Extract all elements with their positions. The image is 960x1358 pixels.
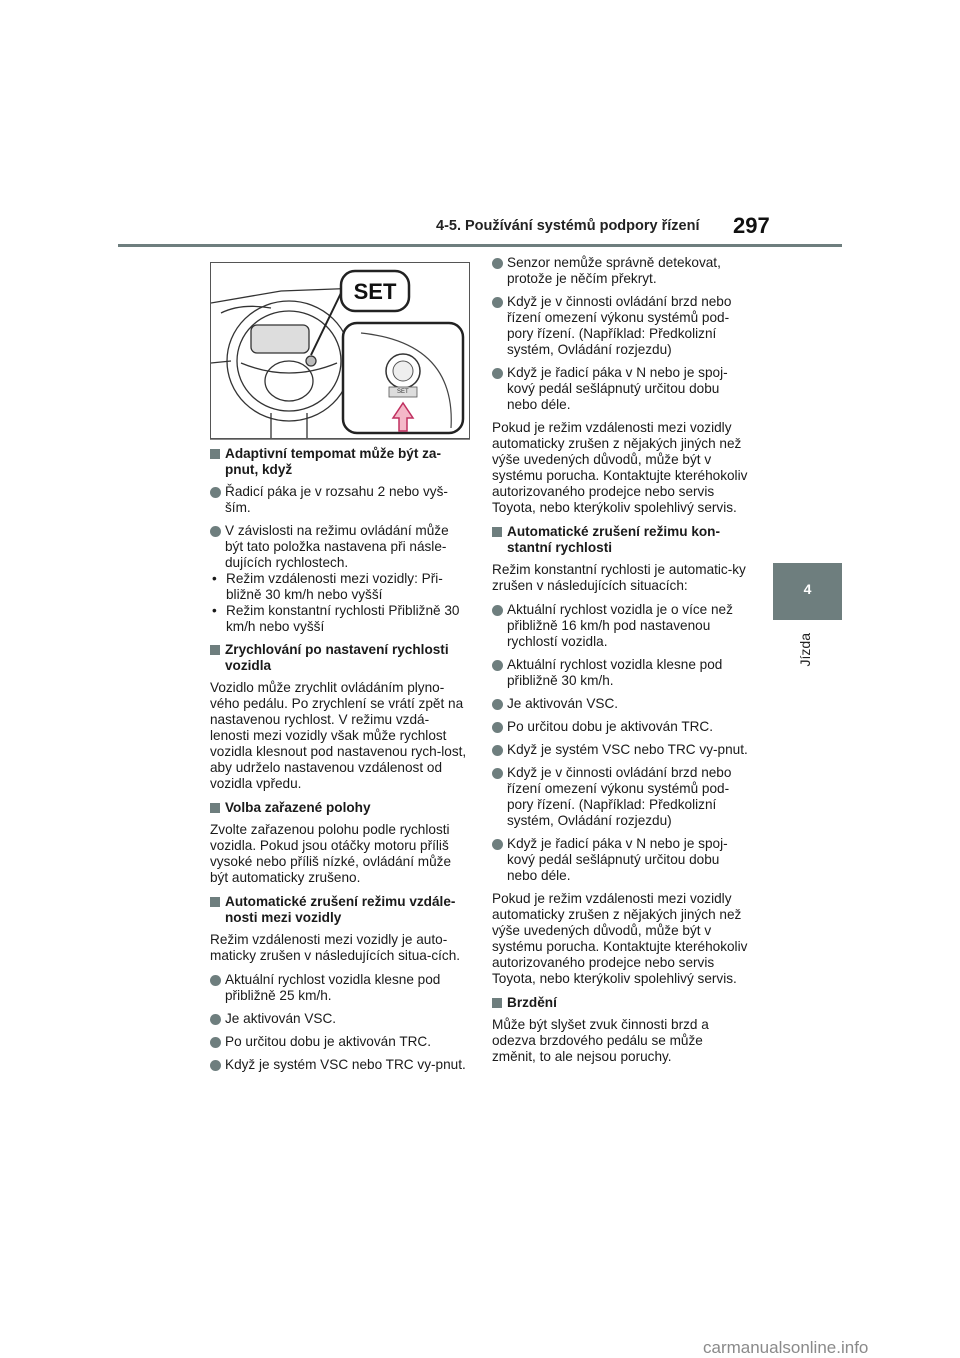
set-button-label: SET bbox=[397, 389, 409, 395]
paragraph: Režim vzdálenosti mezi vozidly je auto-maticky zrušen v následujících situa-cích. bbox=[210, 932, 461, 963]
list-item: Když je v činnosti ovládání brzd nebo řízení omezení výkonu systémů pod-pory řízení. (Například: Předkolizní systém, Ovládání rozjezdu) bbox=[492, 294, 750, 358]
set-callout-label: SET bbox=[353, 279, 397, 304]
list-item: Když je řadicí páka v N nebo je spoj-kový pedál sešlápnutý určitou dobu nebo déle. bbox=[492, 365, 750, 413]
section-heading: Brzdění bbox=[492, 995, 750, 1011]
list-item: Aktuální rychlost vozidla klesne pod přibližně 25 km/h. bbox=[210, 972, 468, 1004]
square-bullet-icon bbox=[210, 803, 220, 813]
sub-list-item: • Režim konstantní rychlosti Přibližně 30 km/h nebo vyšší bbox=[212, 603, 460, 634]
paragraph: Pokud je režim vzdálenosti mezi vozidly automaticky zrušen z nějakých jiných než výše uvedených důvodů, může být v systému porucha. Kontaktujte kteréhokoliv autorizovaného prodejce nebo servis Toyota, nebo kterýkoliv spolehlivý servis. bbox=[492, 420, 748, 515]
square-bullet-icon bbox=[210, 449, 220, 459]
section-heading: Automatické zrušení režimu kon-stantní rychlosti bbox=[492, 524, 750, 556]
section-heading: Adaptivní tempomat může být za-pnut, když bbox=[210, 446, 468, 478]
right-column bbox=[492, 255, 750, 1073]
list-item: Po určitou dobu je aktivován TRC. bbox=[210, 1034, 468, 1050]
paragraph: Režim konstantní rychlosti je automatic-ky zrušen v následujících situacích: bbox=[492, 562, 746, 593]
section-heading: Zrychlování po nastavení rychlosti vozidla bbox=[210, 642, 468, 674]
list-item: Senzor nemůže správně detekovat, protože je něčím překryt. bbox=[492, 255, 750, 287]
list-item: Když je v činnosti ovládání brzd nebo řízení omezení výkonu systémů pod-pory řízení. (Například: Předkolizní systém, Ovládání rozjezdu) bbox=[492, 765, 750, 829]
circle-bullet-icon bbox=[210, 526, 221, 537]
circle-bullet-icon bbox=[492, 839, 503, 850]
square-bullet-icon bbox=[492, 527, 502, 537]
chapter-number: 4 bbox=[803, 581, 812, 597]
list-item: Když je řadicí páka v N nebo je spoj-kový pedál sešlápnutý určitou dobu nebo déle. bbox=[492, 836, 750, 884]
section-title: 4-5. Používání systémů podpory řízení bbox=[436, 218, 700, 234]
paragraph: Pokud je režim vzdálenosti mezi vozidly automaticky zrušen z nějakých jiných než výše uvedených důvodů, může být v systému porucha. Kontaktujte kteréhokoliv autorizovaného prodejce nebo servis Toyota, nebo kterýkoliv spolehlivý servis. bbox=[492, 891, 748, 986]
circle-bullet-icon bbox=[492, 660, 503, 671]
steering-wheel-illustration bbox=[210, 262, 470, 439]
circle-bullet-icon bbox=[492, 297, 503, 308]
figure-rule bbox=[210, 439, 470, 440]
chapter-label: Jízda bbox=[797, 633, 813, 667]
paragraph: Může být slyšet zvuk činnosti brzd a odezva brzdového pedálu se může změnit, to ale nejsou poruchy. bbox=[492, 1017, 709, 1064]
circle-bullet-icon bbox=[210, 1014, 221, 1025]
sub-list bbox=[210, 571, 468, 635]
paragraph: Vozidlo může zrychlit ovládáním plyno-vého pedálu. Po zrychlení se vrátí zpět na nastavenou rychlost. V režimu vzdá-lenosti mezi vozidly však může rychlost vozidla klesnout pod nastavenou rych-lost, aby udrželo nastavenou vzdálenost od vozidla vpředu. bbox=[210, 680, 467, 791]
list-item: Je aktivován VSC. bbox=[210, 1011, 468, 1027]
circle-bullet-icon bbox=[492, 605, 503, 616]
list-item: Po určitou dobu je aktivován TRC. bbox=[492, 719, 750, 735]
watermark: carmanualsonline.info bbox=[703, 1338, 869, 1357]
circle-bullet-icon bbox=[210, 975, 221, 986]
circle-bullet-icon bbox=[210, 1037, 221, 1048]
list-item: Aktuální rychlost vozidla klesne pod přibližně 30 km/h. bbox=[492, 657, 750, 689]
list-item: Když je systém VSC nebo TRC vy-pnut. bbox=[492, 742, 750, 758]
header-rule bbox=[118, 244, 842, 247]
list-item: Řadicí páka je v rozsahu 2 nebo vyš-ším. bbox=[210, 484, 468, 516]
circle-bullet-icon bbox=[210, 487, 221, 498]
circle-bullet-icon bbox=[492, 768, 503, 779]
chapter-tab[interactable] bbox=[773, 563, 842, 620]
circle-bullet-icon bbox=[492, 699, 503, 710]
square-bullet-icon bbox=[210, 645, 220, 655]
circle-bullet-icon bbox=[492, 258, 503, 269]
list-item: Aktuální rychlost vozidla je o více než přibližně 16 km/h pod nastavenou rychlostí vozidla. bbox=[492, 602, 750, 650]
list-item: V závislosti na režimu ovládání může být tato položka nastavena při násle-dujících rychlostech. bbox=[210, 523, 468, 571]
page-number: 297 bbox=[733, 213, 770, 238]
sub-list-item: • Režim vzdálenosti mezi vozidly: Při-bližně 30 km/h nebo vyšší bbox=[212, 571, 443, 602]
left-column bbox=[210, 446, 468, 1080]
list-item: Je aktivován VSC. bbox=[492, 696, 750, 712]
section-heading: Volba zařazené polohy bbox=[210, 800, 468, 816]
section-heading: Automatické zrušení režimu vzdále-nosti mezi vozidly bbox=[210, 894, 468, 926]
circle-bullet-icon bbox=[492, 368, 503, 379]
square-bullet-icon bbox=[492, 998, 502, 1008]
circle-bullet-icon bbox=[210, 1060, 221, 1071]
square-bullet-icon bbox=[210, 897, 220, 907]
circle-bullet-icon bbox=[492, 722, 503, 733]
paragraph: Zvolte zařazenou polohu podle rychlosti vozidla. Pokud jsou otáčky motoru příliš vysoké nebo příliš nízké, ovládání může být automaticky zrušeno. bbox=[210, 822, 452, 885]
list-item: Když je systém VSC nebo TRC vy-pnut. bbox=[210, 1057, 468, 1073]
circle-bullet-icon bbox=[492, 745, 503, 756]
steering-wheel-drawing bbox=[211, 263, 469, 438]
